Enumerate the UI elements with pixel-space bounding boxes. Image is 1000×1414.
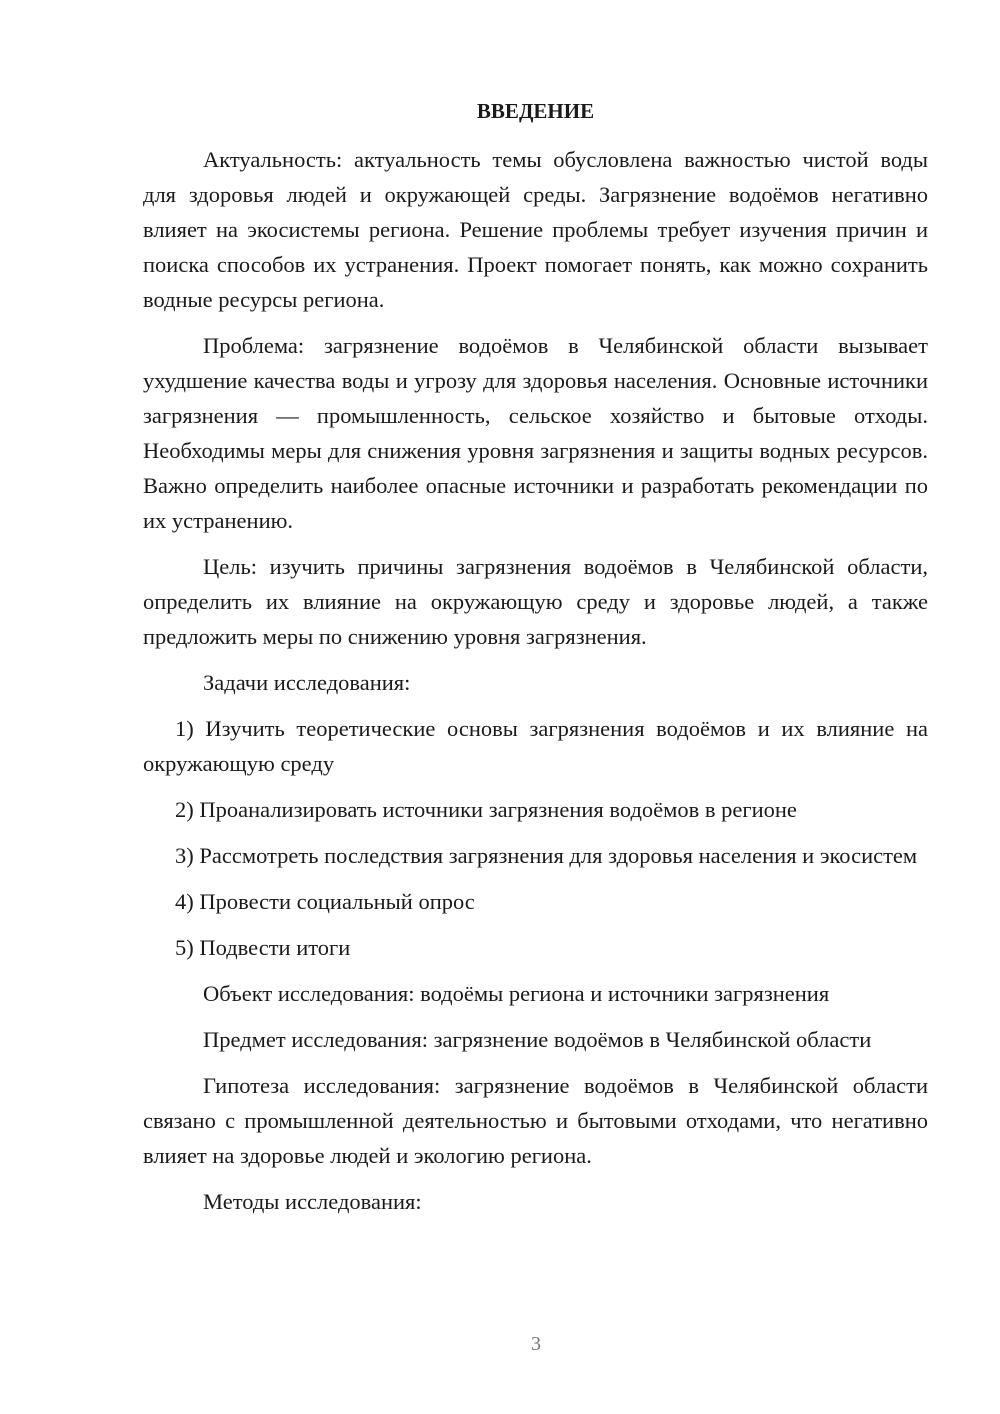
methods-heading: Методы исследования:: [203, 1189, 422, 1214]
tasks-heading: Задачи исследования:: [203, 670, 411, 695]
task-item: 4) Провести социальный опрос: [175, 889, 475, 914]
task-item: 3) Рассмотреть последствия загрязнения для здоровья населения и экосистем: [175, 843, 918, 868]
document-page: [143, 96, 928, 1230]
task-item: 5) Подвести итоги: [175, 935, 351, 960]
goal-paragraph: Цель: изучить причины загрязнения водоёмов в Челябинской области, определить их влияние на окружающую среду и здоровье людей, а также предложить меры по снижению уровня загрязнения.: [143, 554, 928, 649]
hypothesis-paragraph: Гипотеза исследования: загрязнение водоёмов в Челябинской области связано с промышленной деятельностью и бытовыми отходами, что негативно влияет на здоровье людей и экологию региона.: [143, 1073, 928, 1168]
section-title: ВВЕДЕНИЕ: [476, 99, 595, 123]
task-item: 2) Проанализировать источники загрязнения водоёмов в регионе: [175, 797, 797, 822]
relevance-paragraph: Актуальность: актуальность темы обусловлена важностью чистой воды для здоровья людей и окружающей среды. Загрязнение водоёмов негативно влияет на экосистемы региона. Решение проблемы требует изучения причин и поиска способов их устранения. Проект помогает понять, как можно сохранить водные ресурсы региона.: [143, 147, 928, 312]
task-item: 1) Изучить теоретические основы загрязнения водоёмов и их влияние на окружающую среду: [143, 716, 928, 776]
problem-paragraph: Проблема: загрязнение водоёмов в Челябинской области вызывает ухудшение качества воды и угрозу для здоровья населения. Основные источники загрязнения — промышленность, сельское хозяйство и бытовые отходы. Необходимы меры для снижения уровня загрязнения и защиты водных ресурсов. Важно определить наиболее опасные источники и разработать рекомендации по их устранению.: [143, 333, 928, 533]
object-paragraph: Объект исследования: водоёмы региона и источники загрязнения: [203, 981, 830, 1006]
subject-paragraph: Предмет исследования: загрязнение водоёмов в Челябинской области: [203, 1027, 872, 1052]
page-number: 3: [531, 1333, 541, 1355]
tasks-list: [143, 711, 928, 965]
